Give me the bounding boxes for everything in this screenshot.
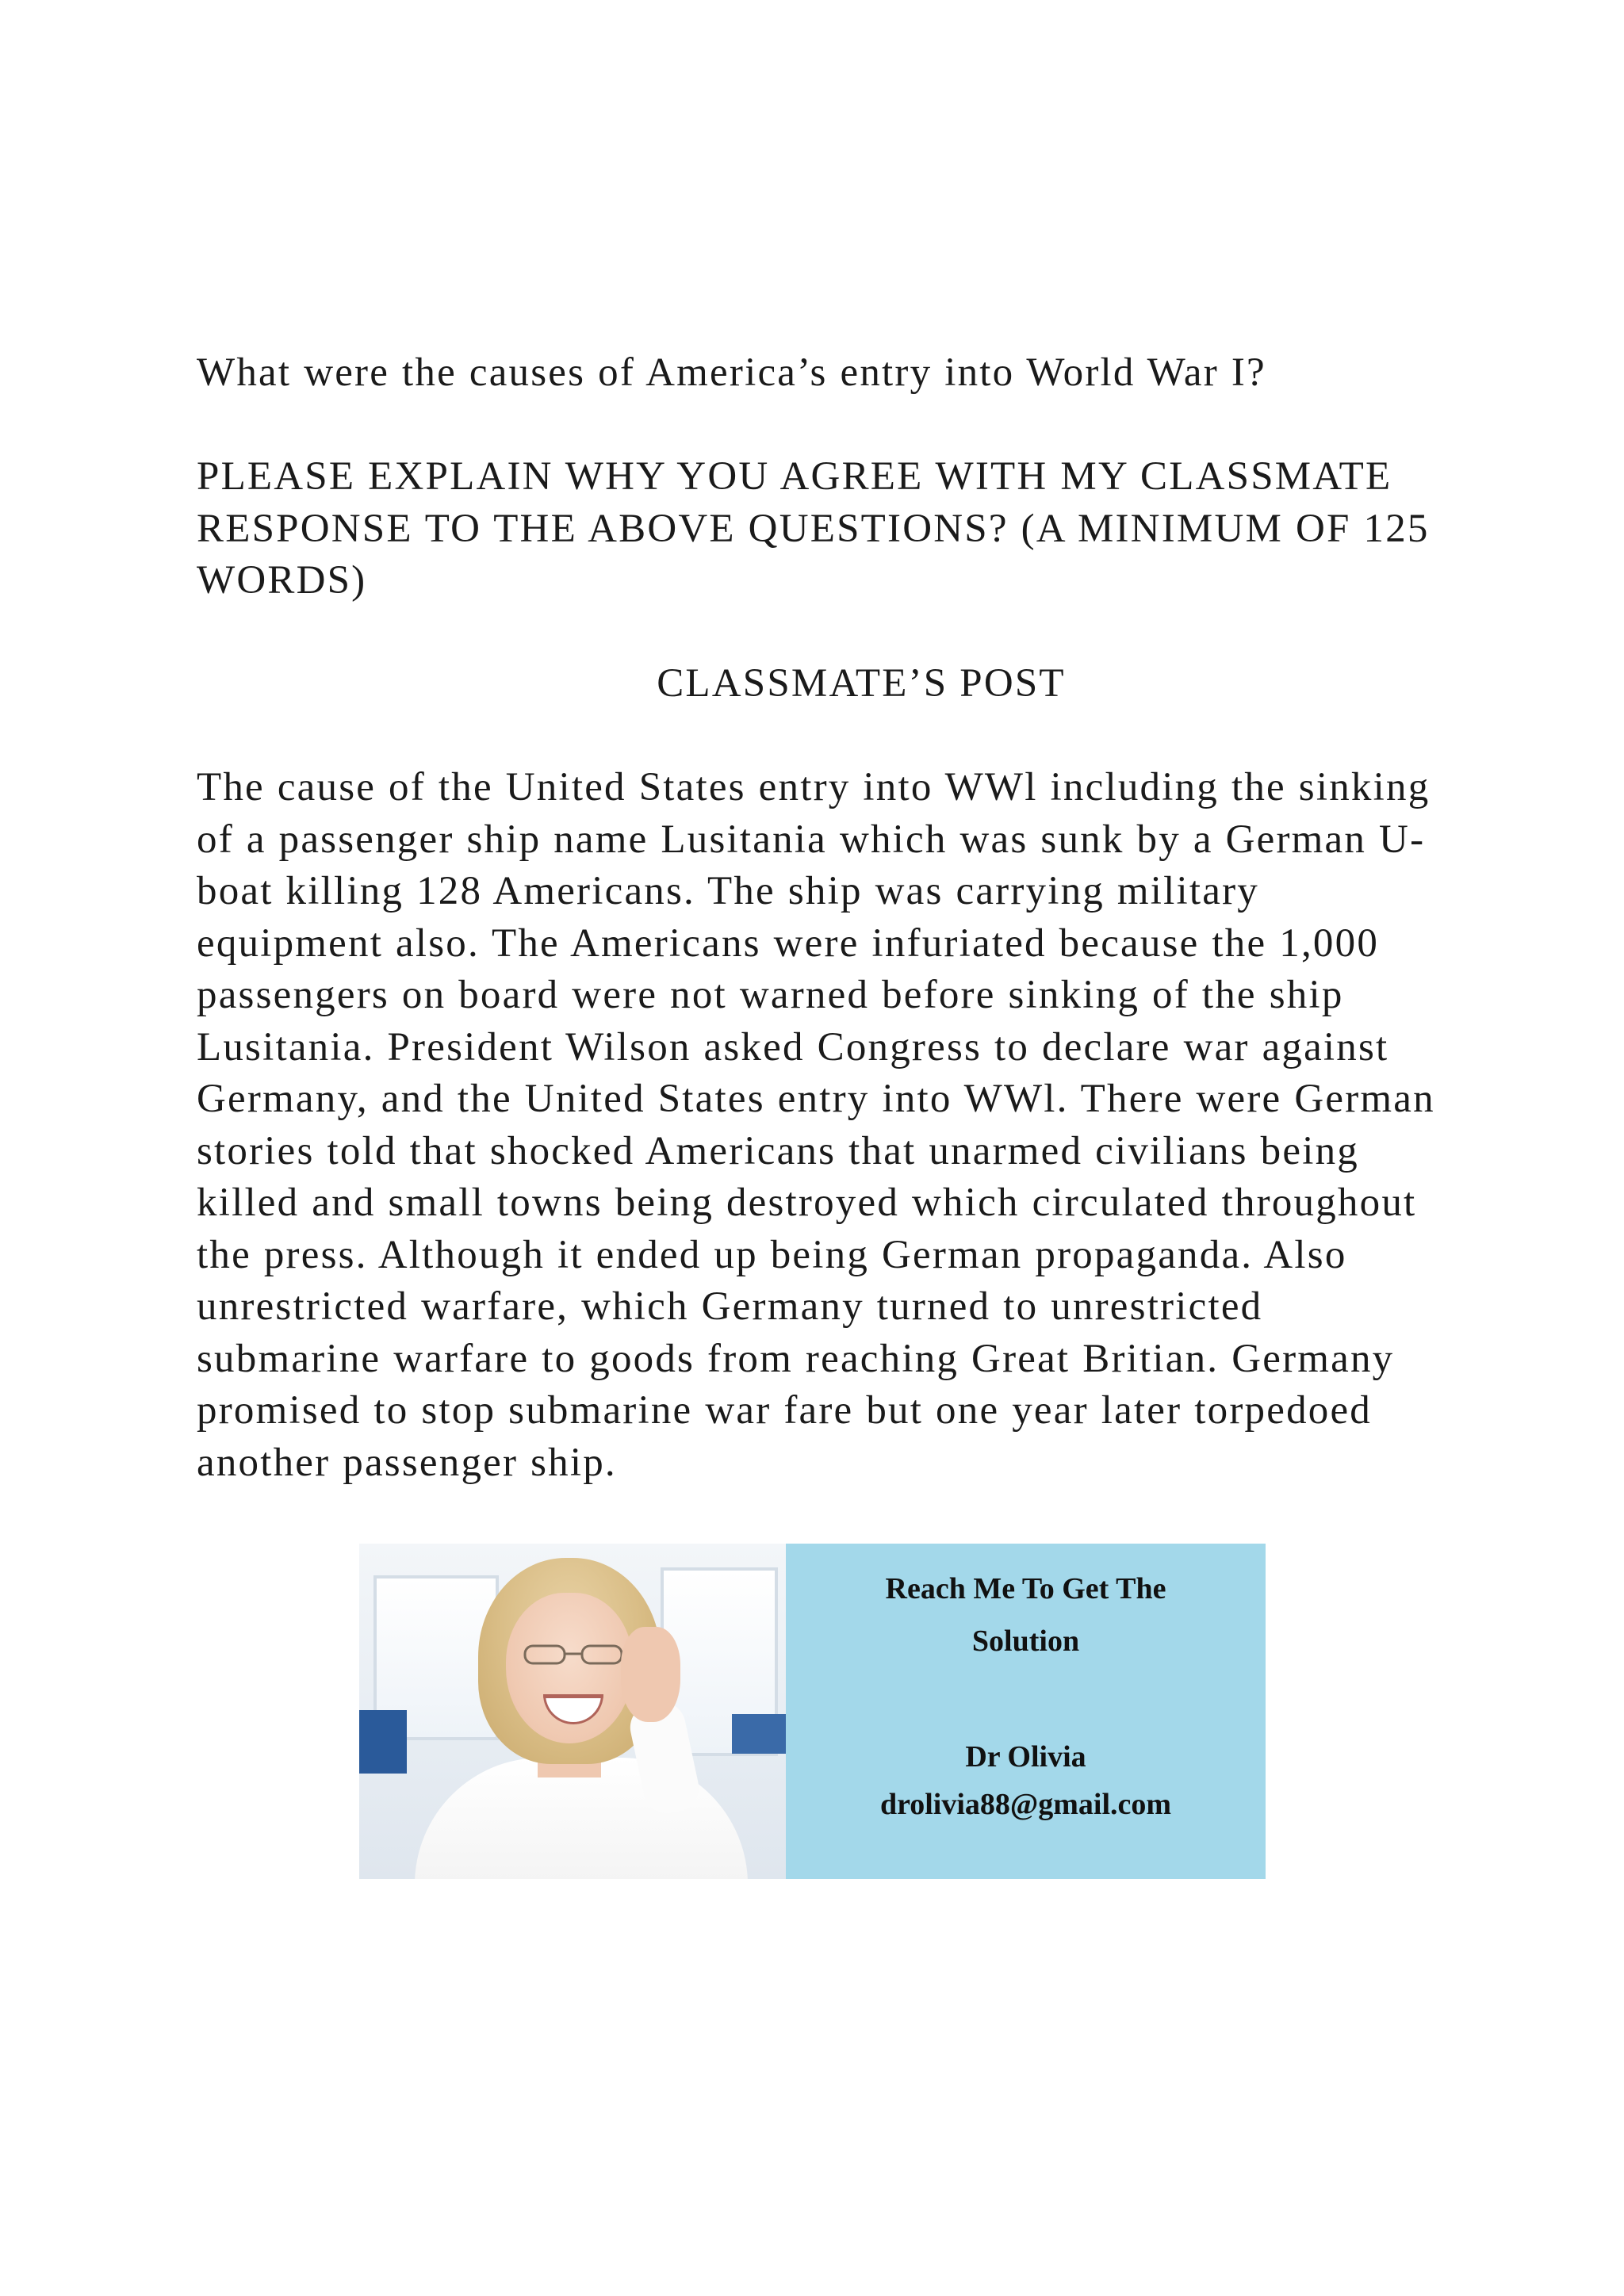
instruction-text: PLEASE EXPLAIN WHY YOU AGREE WITH MY CLASSMATE RESPONSE TO THE ABOVE QUESTIONS? (A MINIMUM OF 125 WORDS) (197, 454, 1430, 603)
background-object (359, 1710, 407, 1774)
contact-banner (359, 1544, 1266, 1879)
hand (621, 1627, 680, 1722)
question-text: What were the causes of America’s entry into World War I? (197, 350, 1266, 395)
post-heading: CLASSMATE’S POST (657, 661, 1066, 706)
promo-email: drolivia88@gmail.com (879, 1788, 1172, 1821)
promo-line-1: Reach Me To Get The (885, 1572, 1166, 1605)
post-body-text: The cause of the United States entry into WWl including the sinking of a passenger ship name Lusitania which was sunk by a German U-boat killing 128 Americans. The ship was carrying military equipment also. The Americans were infuriated because the 1,000 passengers on board were not warned before sinking of the ship Lusitania. President Wilson asked Congress to declare war against Germany, and the United States entry into WWl. There were German stories told that shocked Americans that unarmed civilians being killed and small towns being destroyed which circulated throughout the press. Although it ended up being German propaganda. Also unrestricted warfare, which Germany turned to unrestricted submarine warfare to goods from reaching Great Britian. Germany promised to stop submarine war fare but one year later torpedoed another passenger ship. (197, 765, 1435, 1485)
post-body (197, 762, 1450, 1489)
promo-line-2: Solution (971, 1624, 1080, 1658)
promo-name: Dr Olivia (965, 1740, 1086, 1774)
background-object (732, 1714, 786, 1754)
glasses-icon (522, 1643, 625, 1667)
woman-photo (359, 1544, 786, 1879)
promo-panel (786, 1544, 1266, 1879)
